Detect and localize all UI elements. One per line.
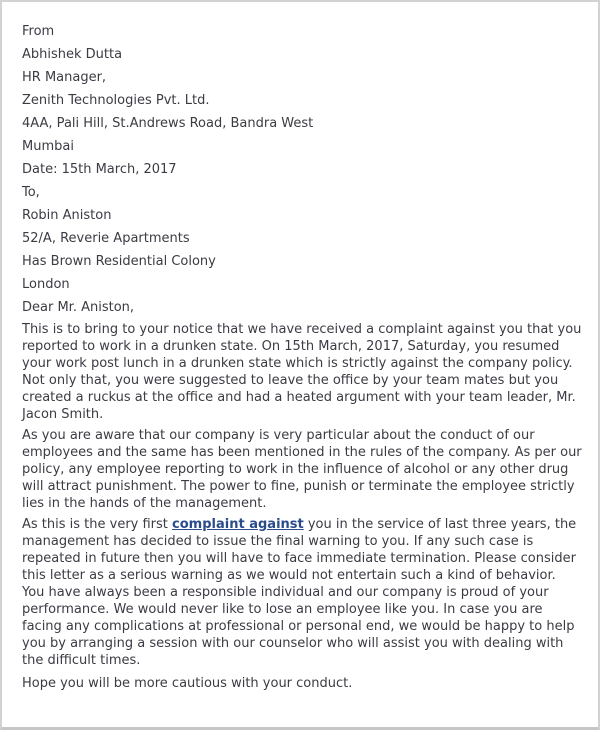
to-label: To, — [22, 185, 40, 200]
salutation: Dear Mr. Aniston, — [22, 300, 135, 315]
paragraph-policy: As you are aware that our company is very particular about the conduct of our employees and the same has been mentioned in the rules of the company. As per our policy, any employee reporting to work in the influence of alcohol or any other drug will attract punishment. The power to fine, punish or terminate the employee strictly lies in the hands of the management. — [22, 428, 582, 511]
closing-line: Hope you will be more cautious with your conduct. — [22, 676, 353, 691]
sender-name: Abhishek Dutta — [22, 47, 123, 62]
paragraph-warning — [22, 516, 584, 669]
sender-company: Zenith Technologies Pvt. Ltd. — [22, 93, 210, 108]
sender-address: 4AA, Pali Hill, St.Andrews Road, Bandra West — [22, 116, 314, 131]
recipient-address: 52/A, Reverie Apartments — [22, 231, 190, 246]
recipient-colony: Has Brown Residential Colony — [22, 254, 216, 269]
from-label: From — [22, 24, 55, 39]
complaint-against-link[interactable]: complaint against — [172, 517, 304, 532]
paragraph-support: You have always been a responsible individual and our company is proud of your performance. We would never like to lose an employee like you. In case you are facing any complications at professional or personal end, we would be happy to help you by arranging a session with our counselor who will assist you with dealing with the difficult times. — [22, 585, 575, 668]
warning-text-before-link: As this is the very first — [22, 517, 173, 532]
warning-text-after-link: you in the service of last three years, the management has decided to issue the final warning to you. If any such case is repeated in future then you will have to face immediate termination. Please consider this letter as a serious warning as we would not entertain such a kind of behavior. — [22, 517, 577, 583]
recipient-city: London — [22, 277, 70, 292]
letter-date: Date: 15th March, 2017 — [22, 162, 177, 177]
paragraph-complaint: This is to bring to your notice that we have received a complaint against you that you reported to work in a drunken state. On 15th March, 2017, Saturday, you resumed your work post lunch in a drunken state which is strictly against the company policy. Not only that, you were suggested to leave the office by your team mates but you created a ruckus at the office and had a heated argument with your team leader, Mr. Jacon Smith. — [22, 322, 582, 422]
sender-city: Mumbai — [22, 139, 74, 154]
sender-title: HR Manager, — [22, 70, 107, 85]
recipient-name: Robin Aniston — [22, 208, 112, 223]
